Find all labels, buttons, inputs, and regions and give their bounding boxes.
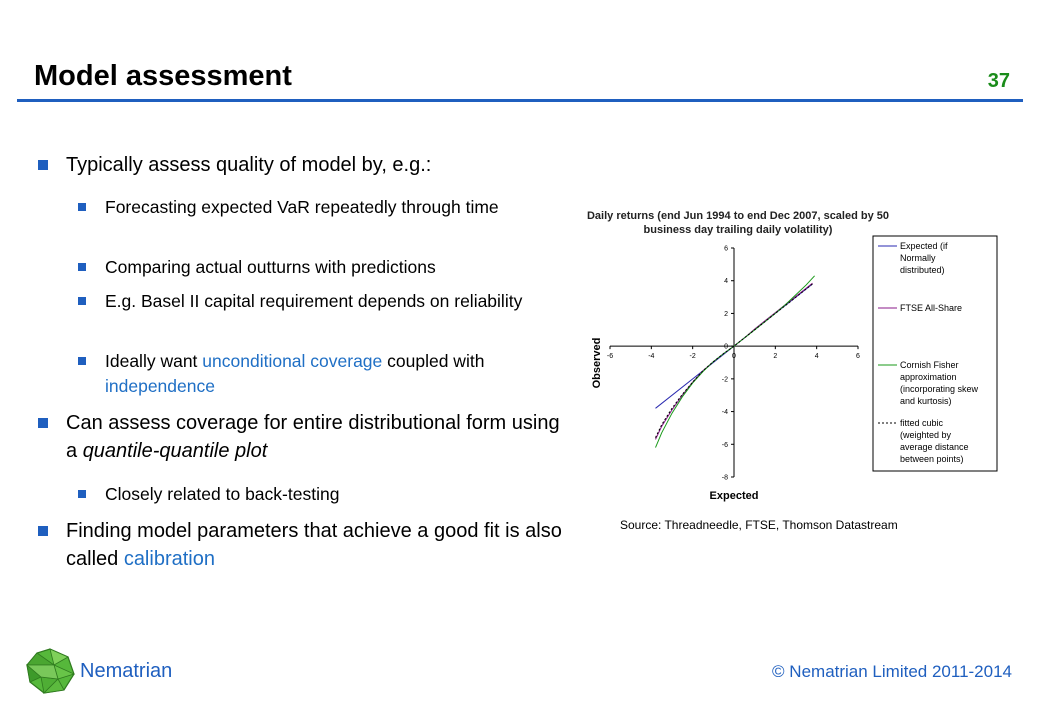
nematrian-logo-icon <box>24 647 76 695</box>
legend-label-3: average distance <box>900 442 969 452</box>
legend-label-2: Cornish Fisher <box>900 360 959 370</box>
slide-number: 37 <box>987 70 1010 92</box>
x-tick-label: -6 <box>606 353 614 361</box>
x-axis-label: Expected <box>709 490 759 502</box>
bullet-text: Forecasting expected VaR repeatedly through time <box>105 197 499 217</box>
y-axis-label: Observed <box>591 337 603 389</box>
bullet-square-icon <box>38 160 48 170</box>
legend-label-1: FTSE All-Share <box>900 303 963 313</box>
term-unconditional-coverage: unconditional coverage <box>202 351 383 371</box>
term-independence: independence <box>105 376 215 396</box>
y-tick-label: -2 <box>721 376 728 384</box>
bullet-text <box>66 409 566 465</box>
y-tick-label: 2 <box>724 310 728 318</box>
bullet-text <box>105 349 550 399</box>
legend-label-2: approximation <box>900 372 957 382</box>
text-run: Finding model parameters that achieve a good fit is also called <box>66 520 562 570</box>
bullet-square-icon <box>78 357 86 365</box>
x-tick-label: 4 <box>814 353 819 361</box>
copyright-notice: © Nematrian Limited 2011-2014 <box>772 662 1012 681</box>
chart-title-line2: business day trailing daily volatility) <box>643 224 833 236</box>
qq-plot-chart <box>560 205 1005 505</box>
x-tick-label: 6 <box>856 353 860 361</box>
bullet-text: Typically assess quality of model by, e.g.: <box>66 154 432 176</box>
title-rule <box>17 99 1023 102</box>
y-tick-label: -4 <box>721 409 728 417</box>
bullet-text: E.g. Basel II capital requirement depends on reliability <box>105 291 523 311</box>
bullet-square-icon <box>38 526 48 536</box>
bullet-text: Comparing actual outturns with predictions <box>105 257 436 277</box>
bullet-square-icon <box>78 297 86 305</box>
legend-label-0: Normally <box>900 253 936 263</box>
bullet-square-icon <box>38 418 48 428</box>
y-tick-label: 0 <box>724 343 728 351</box>
bullet-square-icon <box>78 490 86 498</box>
legend-label-2: (incorporating skew <box>900 384 979 394</box>
chart-plot-area <box>607 246 860 482</box>
legend-label-3: between points) <box>900 454 964 464</box>
text-run: Can assess coverage for entire distributional form using a <box>66 412 560 462</box>
bullet-square-icon <box>78 203 86 211</box>
legend-label-0: Expected (if <box>900 241 948 251</box>
chart-source-note: Source: Threadneedle, FTSE, Thomson Datastream <box>620 518 898 532</box>
x-tick-label: 2 <box>773 353 778 361</box>
legend-label-3: (weighted by <box>900 430 952 440</box>
legend-label-0: distributed) <box>900 265 945 275</box>
chart-title-line1: Daily returns (end Jun 1994 to end Dec 2007, scaled by 50 <box>586 210 890 222</box>
legend-label-2: and kurtosis) <box>900 396 952 406</box>
slide-title: Model assessment <box>34 60 292 92</box>
bullet-square-icon <box>78 263 86 271</box>
text-run: Ideally want <box>105 351 203 371</box>
bullet-text: Closely related to back-testing <box>105 484 340 504</box>
term-calibration: calibration <box>123 548 215 570</box>
brand-name: Nematrian <box>80 660 173 682</box>
x-tick-label: -4 <box>648 353 655 361</box>
y-tick-label: -6 <box>721 441 728 449</box>
y-tick-label: 6 <box>724 245 728 253</box>
y-tick-label: 4 <box>724 278 728 286</box>
bullet-text <box>66 517 566 573</box>
x-tick-label: -2 <box>689 353 696 361</box>
x-tick-label: 0 <box>732 353 736 361</box>
text-run: coupled with <box>382 351 485 371</box>
legend-label-3: fitted cubic <box>900 418 944 428</box>
term-quantile-quantile-plot: quantile-quantile plot <box>82 440 268 462</box>
y-tick-label: -8 <box>721 474 728 482</box>
